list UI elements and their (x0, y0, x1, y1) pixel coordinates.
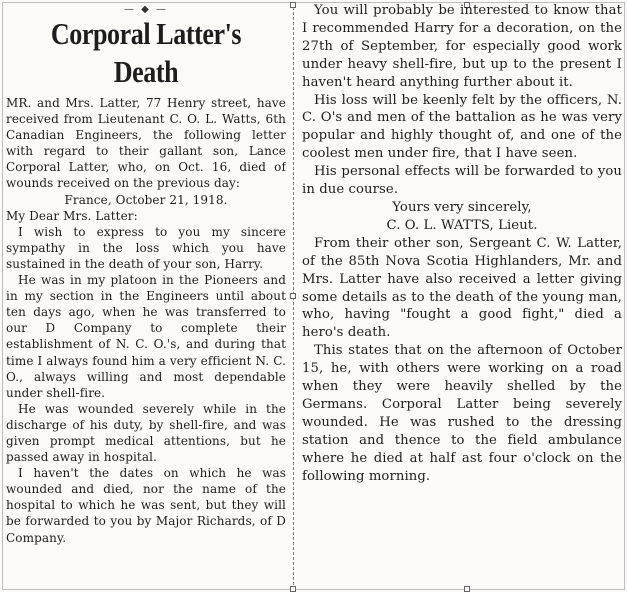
letter-closing: Yours very sincerely, (392, 199, 532, 215)
right-column (302, 2, 622, 485)
letter-paragraph-6: His loss will be keenly felt by the officers, N. C. O's and men of the battalion as he was very popular and highly thought of, and one of the coolest men under fire, that I have seen. (302, 92, 622, 162)
lead-paragraph: MR. and Mrs. Latter, 77 Henry street, have received from Lieutenant C. O. L. Watts, 6th Canadian Engineers, the following letter with regard to their gallant son, Lance Corporal Latter, who, on Oct. 16, died of wounds received on the previous day: (6, 96, 286, 191)
resize-handle-top-left[interactable] (290, 2, 296, 8)
letter-paragraph-3: He was wounded severely while in the discharge of his duty, by shell-fire, and was given prompt medical attentions, but he passed away in hospital. (6, 401, 286, 465)
resize-handle-middle-left[interactable] (290, 293, 296, 299)
article-paragraph-sergeant: From their other son, Sergeant C. W. Latter, of the 85th Nova Scotia Highlanders, Mr. and Mrs. Latter have also received a letter giving some details as to the death of the young man, who, having "fought a good fight," died a hero's death. (302, 235, 622, 341)
headline-line-2: Death (113, 54, 179, 89)
letter-paragraph-1: I wish to express to you my sincere sympathy in the loss which you have sustained in the death of your son, Harry. (6, 224, 286, 271)
left-column (6, 2, 286, 546)
salutation: My Dear Mrs. Latter: (6, 208, 138, 223)
letter-paragraph-5: You will probably be interested to know that I recommended Harry for a decoration, on the 27th of September, for especially good work under heavy shell-fire, but up to the present I haven't heard anything further about it. (302, 3, 622, 90)
letter-signature: C. O. L. WATTS, Lieut. (386, 217, 538, 233)
resize-handle-bottom-center[interactable] (464, 586, 470, 592)
headline-line-1: Corporal Latter's (50, 16, 242, 51)
dateline: France, October 21, 1918. (64, 192, 228, 207)
article-paragraph-final: This states that on the afternoon of October 15, he, with others were working on a road when they were heavily shelled by the Germans. Corporal Latter being severely wounded. He was rushed to the dressing station and thence to the field ambulance where he died at half ast four o'clock on the following morning. (302, 343, 622, 484)
headline-ornament: — ◆ — (123, 4, 169, 15)
resize-handle-bottom-left[interactable] (290, 586, 296, 592)
letter-paragraph-7: His personal effects will be forwarded to you in due course. (302, 164, 622, 198)
letter-paragraph-2: He was in my platoon in the Pioneers and in my section in the Engineers until about ten days ago, when he was transferred to our D Company to complete their establishment of N. C. O.'s, and during that time I always found him a very efficient N. C. O., always willing and most dependable under shell-fire. (6, 273, 286, 400)
headline (28, 15, 263, 91)
letter-paragraph-4: I haven't the dates on which he was wounded and died, nor the name of the hospital to which he was sent, but they will be forwarded to you by Major Richards, of D Company. (6, 466, 286, 545)
